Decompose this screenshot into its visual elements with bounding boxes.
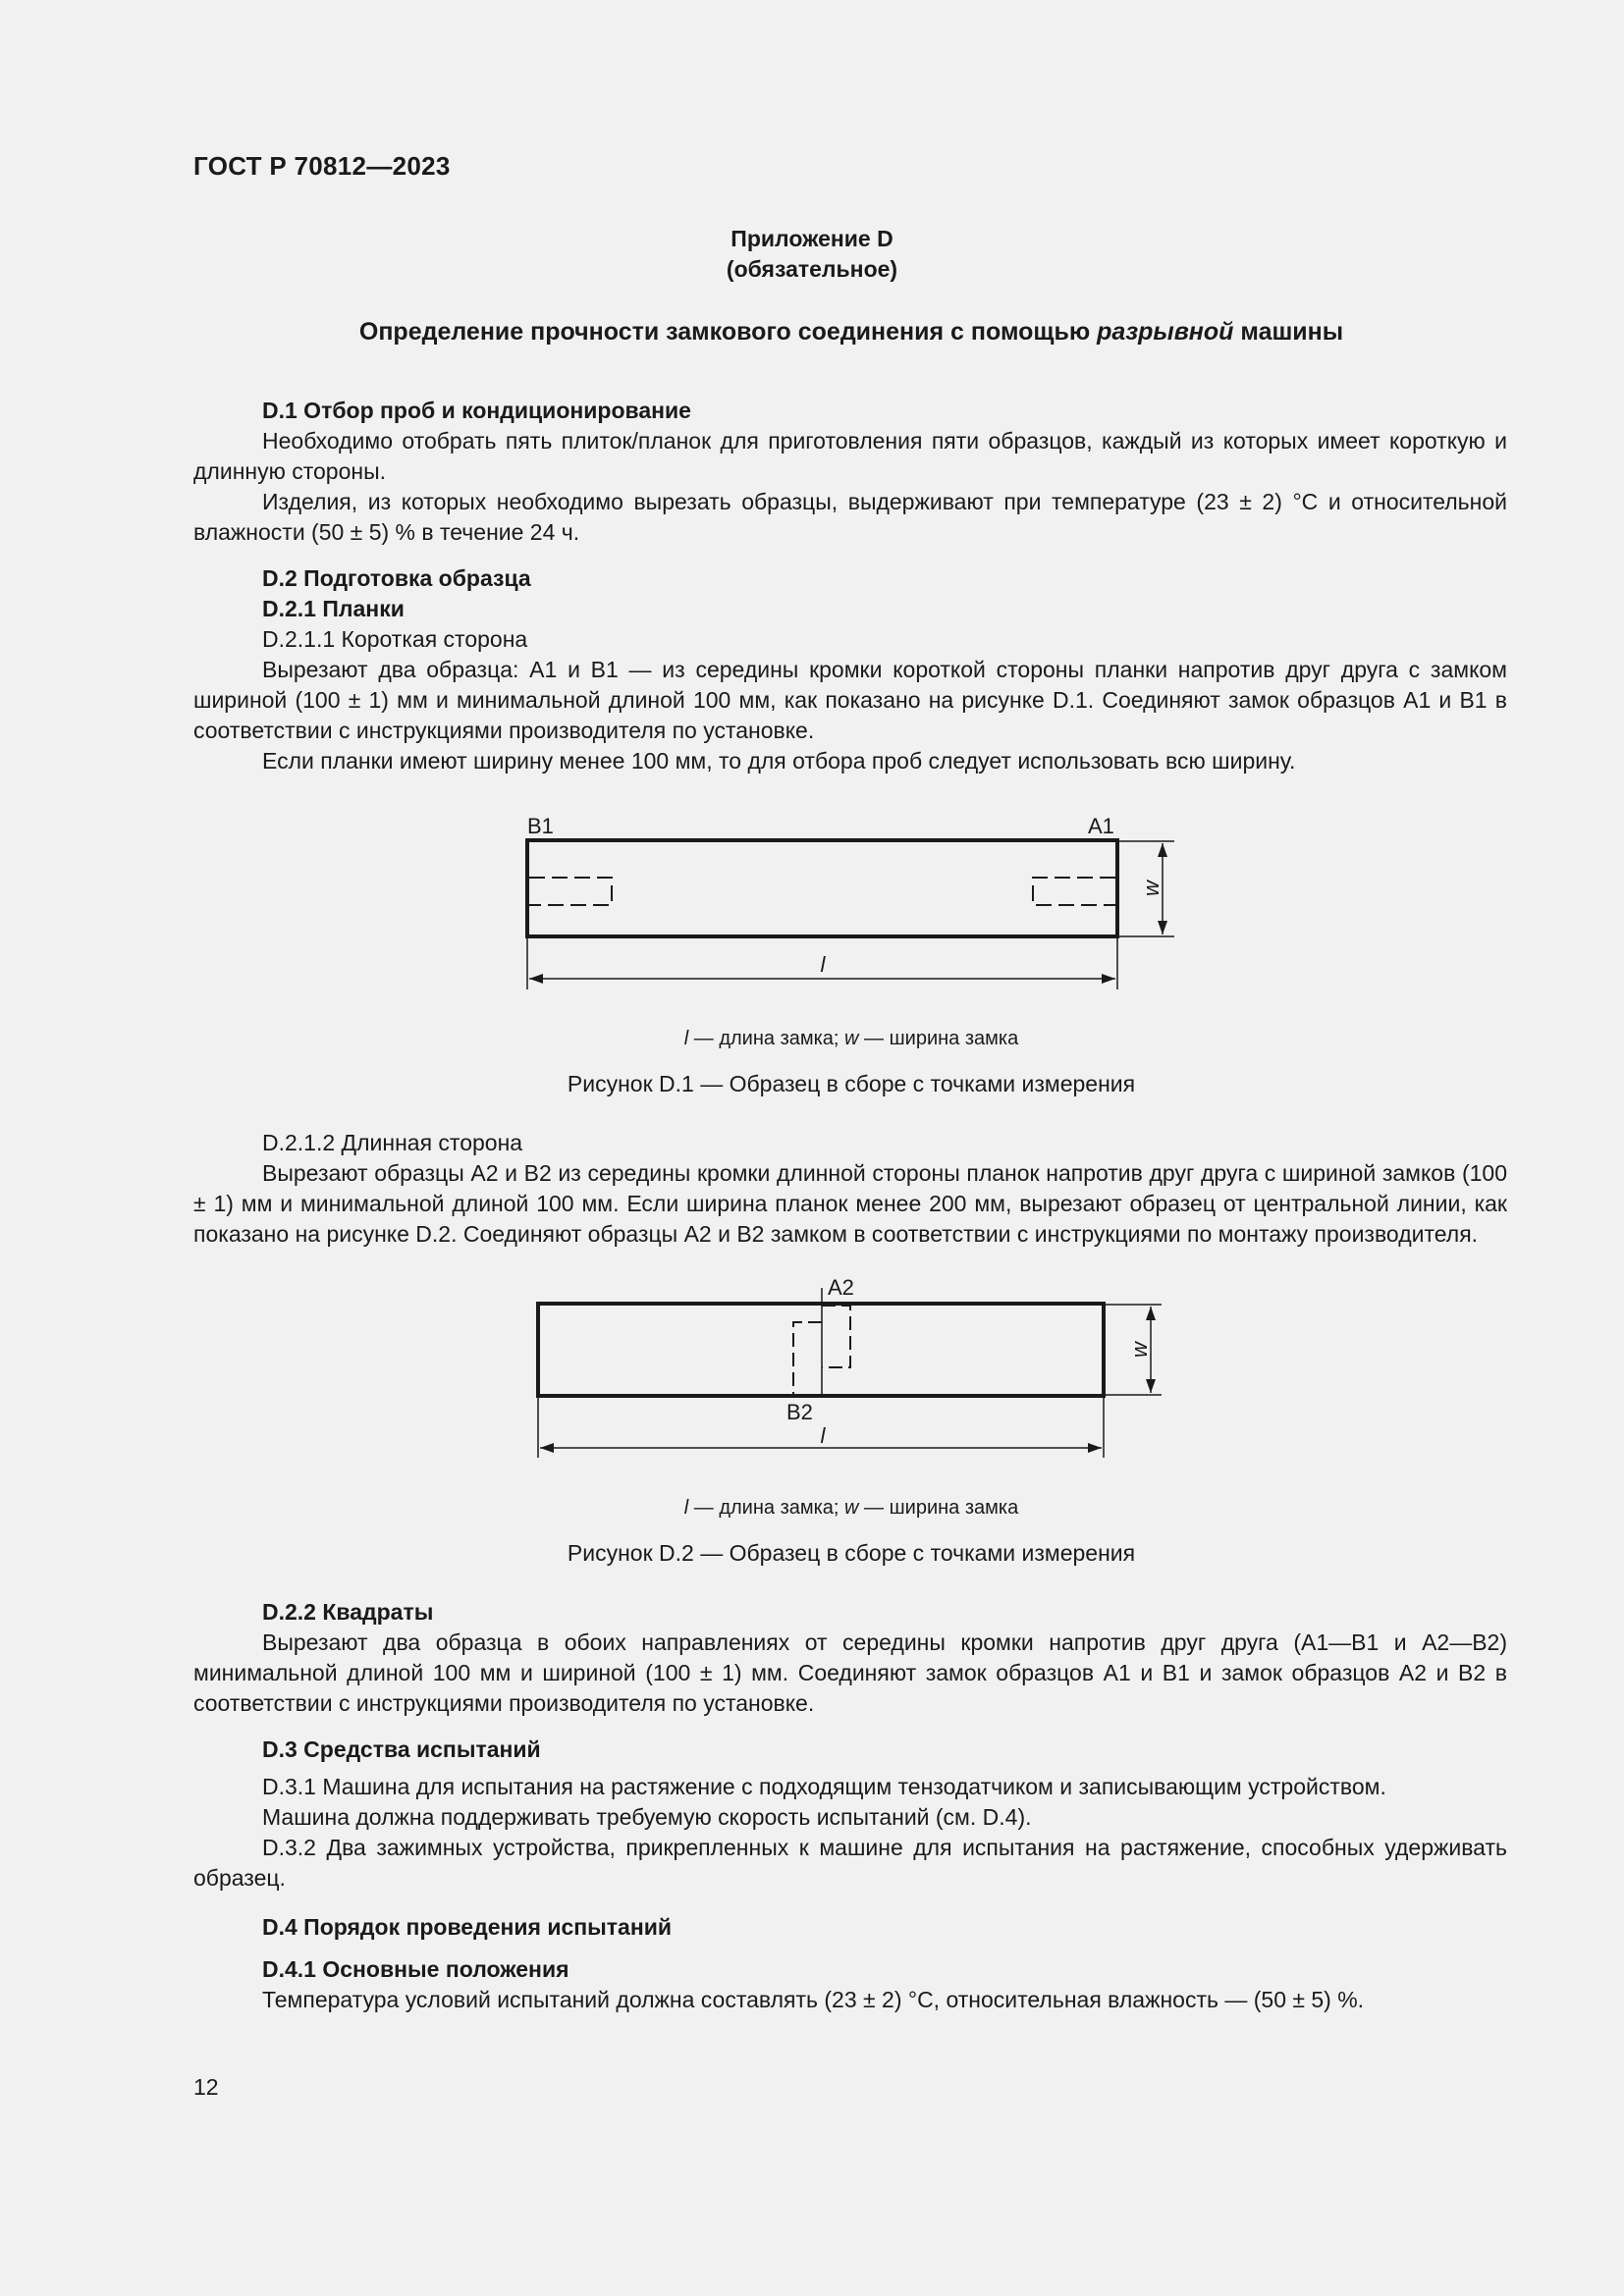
lock-b2-dashed [793, 1322, 822, 1394]
annex-label: Приложение D [731, 226, 893, 251]
annex-title-italic: разрывной [1097, 318, 1234, 346]
lock-a2-dashed [822, 1306, 850, 1367]
heading-d2-2: D.2.2 Квадраты [262, 1599, 434, 1625]
legend2-mid: — длина замка; [688, 1497, 845, 1519]
paragraph-d4-1-1: Температура условий испытаний должна составлять (23 ± 2) °С, относительная влажность — (50 ± 5) %. [262, 1987, 1365, 2012]
heading-d3: D.3 Средства испытаний [262, 1736, 541, 1762]
annex-title-post: машины [1233, 318, 1344, 346]
label-b2: В2 [786, 1400, 813, 1424]
paragraph-d2-1-2-1: Вырезают образцы А2 и В2 из середины кромки длинной стороны планок напротив друг друга с шириной замков (100 ± 1) мм и минимальной длиной 100 мм. Если ширина планок менее 200 мм, вырезают образец от центральной линии, как показано на рисунке D.2. Соединяют образцы А2 и В2 замком в соответствии с инструкциями по монтажу производителя. [193, 1160, 1507, 1247]
paragraph-d2-1-1-2: Если планки имеют ширину менее 100 мм, то для отбора проб следует использовать всю ширину. [262, 748, 1296, 774]
paragraph-d3-2: D.3.2 Два зажимных устройства, прикрепленных к машине для испытания на растяжение, способных удерживать образец. [193, 1835, 1507, 1891]
label-dim-w: w [1139, 881, 1164, 896]
paragraph-d3-1: D.3.1 Машина для испытания на растяжение с подходящим тензодатчиком и записывающим устройством. [262, 1774, 1386, 1799]
legend2-l: l [683, 1497, 689, 1519]
paragraph-d1-1: Необходимо отобрать пять плиток/планок для приготовления пяти образцов, каждый из которых имеет короткую и длинную стороны. [193, 428, 1507, 484]
label-a1: А1 [1088, 814, 1114, 838]
page-number: 12 [193, 2074, 219, 2100]
arrow-l2-right [1088, 1443, 1102, 1453]
label-dim-l2: l [820, 1423, 826, 1448]
paragraph-d2-1-1-1: Вырезают два образца: А1 и В1 — из середины кромки короткой стороны планки напротив друг друга с замком шириной (100 ± 1) мм и минимальной длиной 100 мм, как показано на рисунке D.1. Соединяют замок образцов А1 и В1 в соответствии с инструкциями производителя по установке. [193, 657, 1507, 743]
legend-l: l [683, 1028, 689, 1049]
annex-status: (обязательное) [726, 256, 898, 282]
figure-d1-caption: Рисунок D.1 — Образец в сборе с точками измерения [567, 1071, 1136, 1096]
legend-w: w [844, 1028, 859, 1049]
annex-title-pre: Определение прочности замкового соединения с помощью [358, 318, 1098, 346]
figure-d2-legend [0, 1497, 1624, 1520]
legend-mid: — длина замка; [688, 1028, 845, 1049]
paragraph-d2-2-1: Вырезают два образца в обоих направлениях от середины кромки напротив друг друга (А1—В1 и А2—В2) минимальной длиной 100 мм и шириной (100 ± 1) мм. Соединяют замок образцов А1 и В1 и замок образцов А2 и В2 в соответствии с инструкциями производителя по установке. [193, 1629, 1507, 1716]
label-a2: А2 [828, 1275, 854, 1300]
paragraph-d1-2: Изделия, из которых необходимо вырезать образцы, выдерживают при температуре (23 ± 2) °С и относительной влажности (50 ± 5) % в течение 24 ч. [193, 489, 1507, 545]
heading-d2: D.2 Подготовка образца [262, 565, 531, 591]
sample-outline-2 [538, 1304, 1104, 1396]
legend-end: — ширина замка [858, 1028, 1019, 1049]
figure-d2-drawing [538, 1275, 1162, 1458]
heading-d2-1: D.2.1 Планки [262, 596, 405, 621]
label-b1: В1 [527, 814, 554, 838]
label-dim-w2: w [1127, 1342, 1152, 1358]
arrow-w2-bottom [1146, 1379, 1156, 1393]
heading-d2-1-1: D.2.1.1 Короткая сторона [262, 626, 528, 652]
arrow-w2-top [1146, 1307, 1156, 1320]
document-code: ГОСТ Р 70812—2023 [193, 151, 451, 181]
heading-d4-1: D.4.1 Основные положения [262, 1956, 569, 1982]
legend2-end: — ширина замка [858, 1497, 1019, 1519]
arrow-l2-left [540, 1443, 554, 1453]
heading-d4: D.4 Порядок проведения испытаний [262, 1914, 673, 1940]
figure-d2-caption: Рисунок D.2 — Образец в сборе с точками измерения [567, 1540, 1136, 1566]
paragraph-d3-1-2: Машина должна поддерживать требуемую скорость испытаний (см. D.4). [262, 1804, 1032, 1830]
heading-d2-1-2: D.2.1.2 Длинная сторона [262, 1130, 523, 1155]
content-block-3 [193, 1597, 1507, 2015]
label-dim-l: l [820, 952, 826, 977]
legend2-w: w [844, 1497, 859, 1519]
heading-d1: D.1 Отбор проб и кондиционирование [262, 398, 691, 423]
